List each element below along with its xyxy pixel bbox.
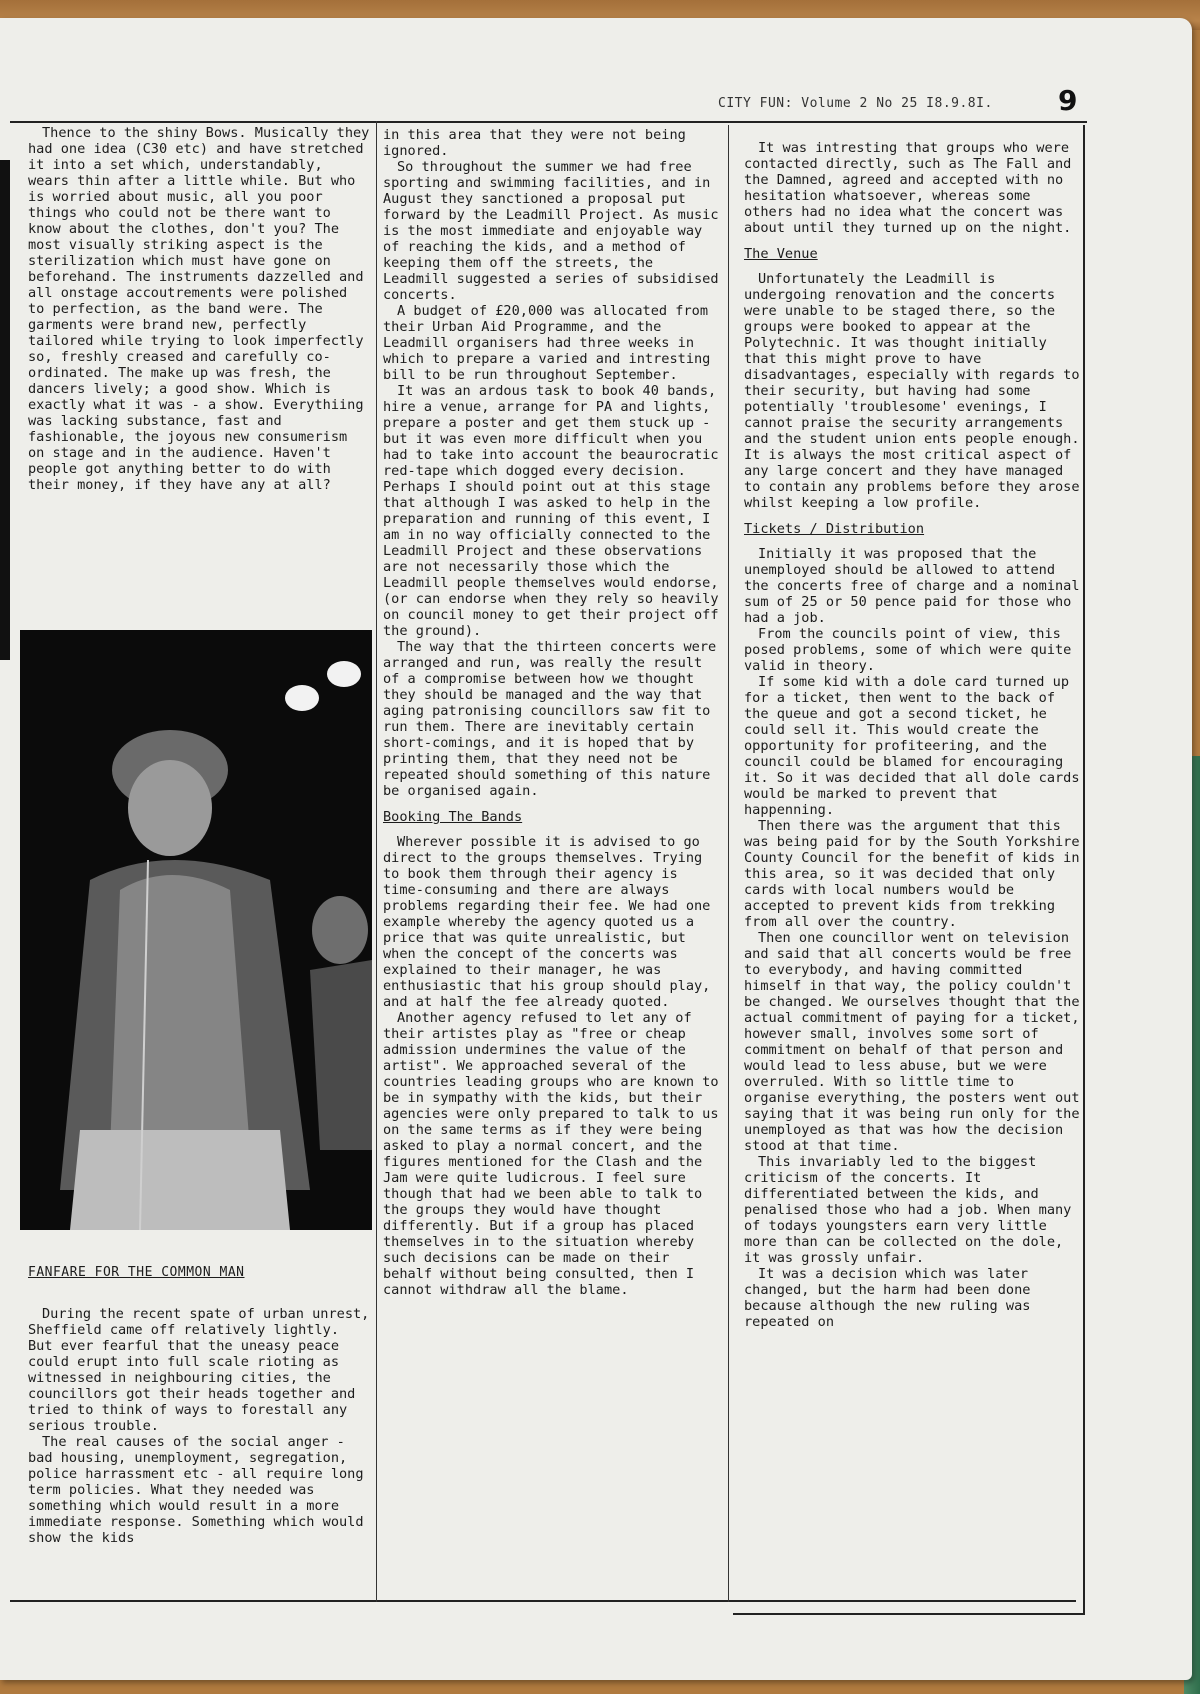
article-paragraph: So throughout the summer we had free sporting and swimming facilities, and in August they sanctioned a proposal put forward by the Leadmill Project. As music is the most immediate and enjoyable way of reaching the kids, and a method of keeping them off the streets, the Leadmill suggested a series of subsidised concerts. (383, 159, 719, 303)
article-paragraph: From the councils point of view, this posed problems, some of which were quite valid in theory. (744, 626, 1072, 674)
running-header: CITY FUN: Volume 2 No 25 I8.9.8I. (718, 96, 993, 111)
article-paragraph: It was intresting that groups who were contacted directly, such as The Fall and the Damned, agreed and accepted with no hesitation whatsoever, whereas some others had no idea what the concert was about until they turned up on the night. (744, 140, 1072, 236)
column-divider-1 (376, 121, 377, 1602)
subheading-tickets: Tickets / Distribution (744, 521, 925, 537)
column-1-bottom (28, 1306, 370, 1546)
left-edge-strip (0, 160, 10, 660)
article-paragraph: in this area that they were not being ignored. (383, 127, 686, 159)
column-2 (383, 127, 726, 1298)
article-paragraph: If some kid with a dole card turned up for a ticket, then went to the back of the queue and got a second ticket, he could sell it. This would create the opportunity for profiteering, and the council could be blamed for encouraging it. So it was decided that all dole cards would be marked to prevent that happenning. (744, 674, 1080, 818)
article-paragraph: The real causes of the social anger - bad housing, unemployment, segregation, police harrassment etc - all require long term policies. What they needed was something which would result in a more immediate response. Something which would show the kids (28, 1434, 364, 1546)
article-paragraph: A budget of £20,000 was allocated from their Urban Aid Programme, and the Leadmill organisers had three weeks in which to prepare a varied and intresting bill to be run throughout September. (383, 303, 711, 383)
article-paragraph: Then there was the argument that this was being paid for by the South Yorkshire County Council for the benefit of kids in this area, so it was decided that only cards with local numbers would be accepted to prevent kids from trekking from all over the country. (744, 818, 1080, 930)
article-paragraph: Then one councillor went on television and said that all concerts would be free to everybody, and having committed himself in that way, the policy couldn't be changed. We ourselves thought that the actual commitment of paying for a ticket, however small, involves some sort of commitment on behalf of that person and would lead to less abuse, but we were overruled. With so little time to organise everything, the posters went out saying that it was being run only for the unemployed as that was how the decision stood at that time. (744, 930, 1080, 1154)
article-paragraph: This invariably led to the biggest criticism of the concerts. It differentiated between the kids, and penalised those who had a job. When many of todays youngsters earn very little more than can be collected on the dole, it was grossly unfair. (744, 1154, 1072, 1266)
column-divider-2 (728, 125, 729, 1602)
article-paragraph: It was an ardous task to book 40 bands, hire a venue, arrange for PA and lights, prepare a poster and get them stuck up - but it was even more difficult when you had to take into account the beaurocratic red-tape which dogged every decision. Perhaps I should point out at this stage that although I was asked to help in the preparation and running of this event, I am in no way officially connected to the Leadmill Project and these observations are not necessarily those which the Leadmill people themselves would endorse, (or can endorse when they rely so heavily on council money to get their project off the ground). (383, 383, 719, 639)
page-number: 9 (1058, 84, 1078, 117)
column-1-top (28, 125, 370, 493)
article-paragraph: Initially it was proposed that the unemployed should be allowed to attend the concerts free of charge and a nominal sum of 25 or 50 pence paid for those who had a job. (744, 546, 1080, 626)
subheading-venue: The Venue (744, 246, 818, 262)
article-paragraph: During the recent spate of urban unrest, Sheffield came off relatively lightly. But ever fearful that the uneasy peace could erupt into full scale rioting as witnessed in neighbouring cities, the councillors got their heads together and tried to think of ways to forestall any serious trouble. (28, 1306, 370, 1434)
article-paragraph: The way that the thirteen concerts were arranged and run, was really the result of a compromise between how we thought they should be managed and the way that aging patronising councillors saw fit to run them. There are inevitably certain short-comings, and it is hoped that by printing them, that they need not be repeated should something of this nature be organised again. (383, 639, 717, 799)
top-rule (10, 121, 1087, 123)
article-paragraph: Unfortunately the Leadmill is undergoing renovation and the concerts were unable to be staged there, so the groups were booked to appear at the Polytechnic. It was thought initially that this might prove to have disadvantages, especially with regards to their security, but having had some potentially 'troublesome' evenings, I cannot praise the security arrangements and the student union ents people enough. It is always the most critical aspect of any large concert and they have managed to contain any problems before they arose whilst keeping a low profile. (744, 271, 1080, 511)
article-paragraph: It was a decision which was later changed, but the harm had been done because although the new ruling was repeated on (744, 1266, 1031, 1330)
review-paragraph: Thence to the shiny Bows. Musically they had one idea (C30 etc) and have stretched it into a set which, understandably, wears thin after a little while. But who is worried about music, all you poor things who could not be there want to know about the clothes, don't you? The most visually striking aspect is the sterilization which must have gone on beforehand. The instruments dazzelled and all onstage accoutrements were polished to perfection, as the band were. The garments were brand new, perfectly tailored while trying to look imperfectly so, freshly creased and carefully co-ordinated. The make up was fresh, the dancers lively; a good show. Which is exactly what it was - a show. Everythiing was lacking substance, fast and fashionable, the joyous new consumerism on stage and in the audience. Haven't people got anything better to do with their money, if they have any at all? (28, 125, 370, 493)
column-3 (744, 140, 1084, 1330)
article-heading: FANFARE FOR THE COMMON MAN (28, 1265, 245, 1280)
band-photo (20, 630, 372, 1230)
article-paragraph: Another agency refused to let any of their artistes play as "free or cheap admission undermines the value of the artist". We approached several of the countries leading groups who are known to be in sympathy with the kids, but their agencies were only prepared to talk to us on the same terms as if they were being asked to play a normal concert, and the figures mentioned for the Clash and the Jam were quite ludicrous. I feel sure though that had we been able to talk to the groups they would have thought differently. But if a group has placed themselves in to the situation whereby such decisions can be made on their behalf without being consulted, then I cannot withdraw all the blame. (383, 1010, 719, 1298)
band-photo-image (20, 630, 372, 1230)
subheading-booking: Booking The Bands (383, 809, 523, 825)
article-paragraph: Wherever possible it is advised to go direct to the groups themselves. Trying to book them through their agency is time-consuming and there are always problems regarding their fee. We had one example whereby the agency quoted us a price that was quite unrealistic, but when the concept of the concerts was explained to their manager, he was enthusiastic that his group should play, and at half the fee already quoted. (383, 834, 711, 1010)
